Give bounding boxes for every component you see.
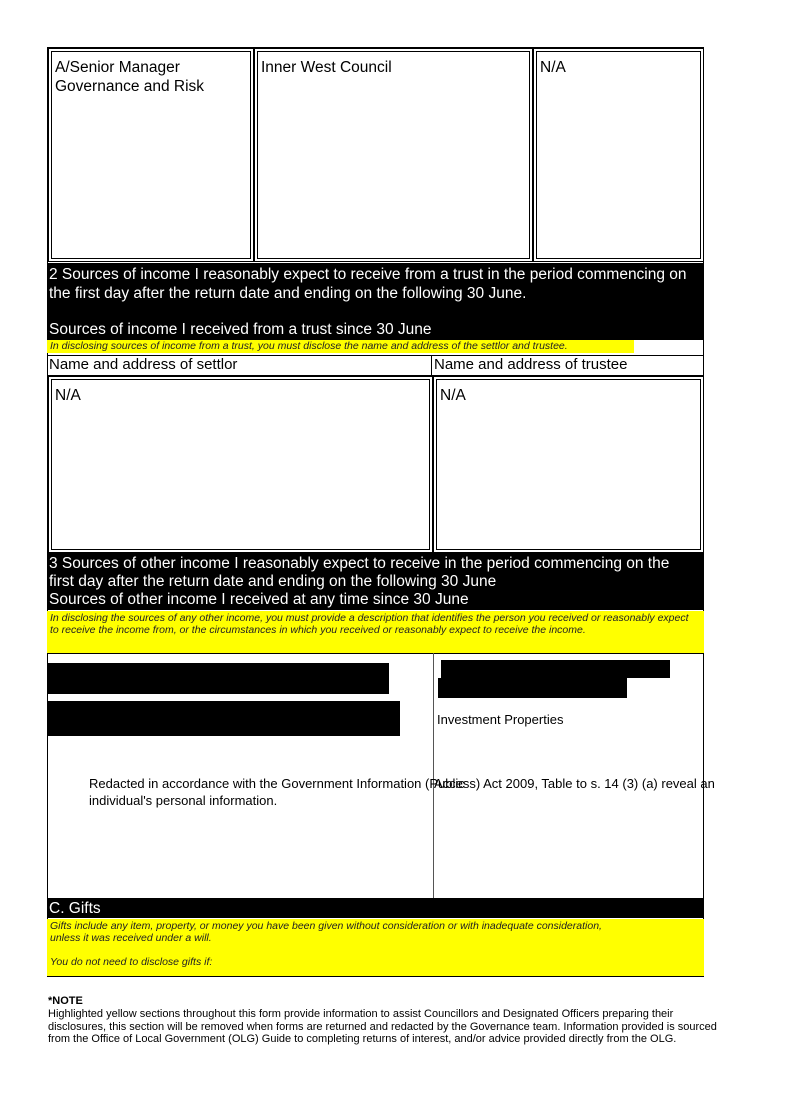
redaction-notice-part2: Access) Act 2009, Table to s. 14 (3) (a) reveal an [434, 776, 715, 791]
position-cell [48, 48, 254, 262]
section3-heading-line3: Sources of other income I received at any time since 30 June [49, 591, 469, 608]
trustee-cell [433, 376, 704, 553]
other-value: N/A [536, 51, 701, 259]
other-cell [533, 48, 704, 262]
redaction-block [48, 663, 389, 694]
note-body: Highlighted yellow sections throughout this form provide information to assist Councillors and Designated Officers preparing their disclosures, this section will be removed when forms are returned and redacted by the Governance team. Information provided is sourced from the Office of Local Government (OLG) Guide to completing returns of interest, and/or advice provided directly from the OLG. [48, 1008, 717, 1045]
gifts-guidance-line1: Gifts include any item, property, or money you have been given without consideration or with inadequate consideration, [50, 920, 602, 932]
section2-heading-line3: Sources of income I received from a trust since 30 June [49, 321, 432, 338]
employer-cell [254, 48, 533, 262]
section3-heading-line2: first day after the return date and ending on the following 30 June [49, 573, 497, 590]
section2-heading-line1: 2 Sources of income I reasonably expect to receive from a trust in the period commencing on [49, 266, 687, 283]
settlor-value: N/A [51, 379, 430, 550]
redaction-block [48, 701, 400, 736]
note-title: *NOTE [48, 995, 83, 1007]
gifts-guidance-line3: You do not need to disclose gifts if: [50, 956, 213, 968]
gifts-guidance-line2: unless it was received under a will. [50, 932, 212, 944]
section3-heading [47, 553, 704, 610]
section2-heading [47, 263, 704, 340]
redaction-block [438, 678, 627, 698]
redaction-block [441, 660, 670, 678]
section2-guidance: In disclosing sources of income from a trust, you must disclose the name and address of the settlor and trustee. [47, 340, 634, 353]
redaction-notice-line2: individual's personal information. [89, 793, 278, 808]
section2-heading-line2: the first day after the return date and ending on the following 30 June. [49, 285, 527, 302]
gifts-heading: C. Gifts [47, 898, 704, 918]
section3-guidance: In disclosing the sources of any other income, you must provide a description that identifies the person you received or reasonably expect to receive the income from, or the circumstances in which you received or reasonably expect to receive the income. [47, 611, 704, 653]
other-income-description: Investment Properties [437, 712, 564, 727]
position-value: A/Senior Manager Governance and Risk [51, 51, 251, 259]
trustee-value: N/A [436, 379, 701, 550]
employer-value: Inner West Council [257, 51, 530, 259]
trustee-column-header: Name and address of trustee [432, 355, 704, 376]
settlor-column-header: Name and address of settlor [47, 355, 432, 376]
redaction-notice-part1: Redacted in accordance with the Government Information (Public [89, 776, 465, 791]
gifts-guidance [47, 919, 704, 976]
section3-heading-line1: 3 Sources of other income I reasonably expect to receive in the period commencing on the [49, 555, 670, 572]
settlor-cell [48, 376, 433, 553]
